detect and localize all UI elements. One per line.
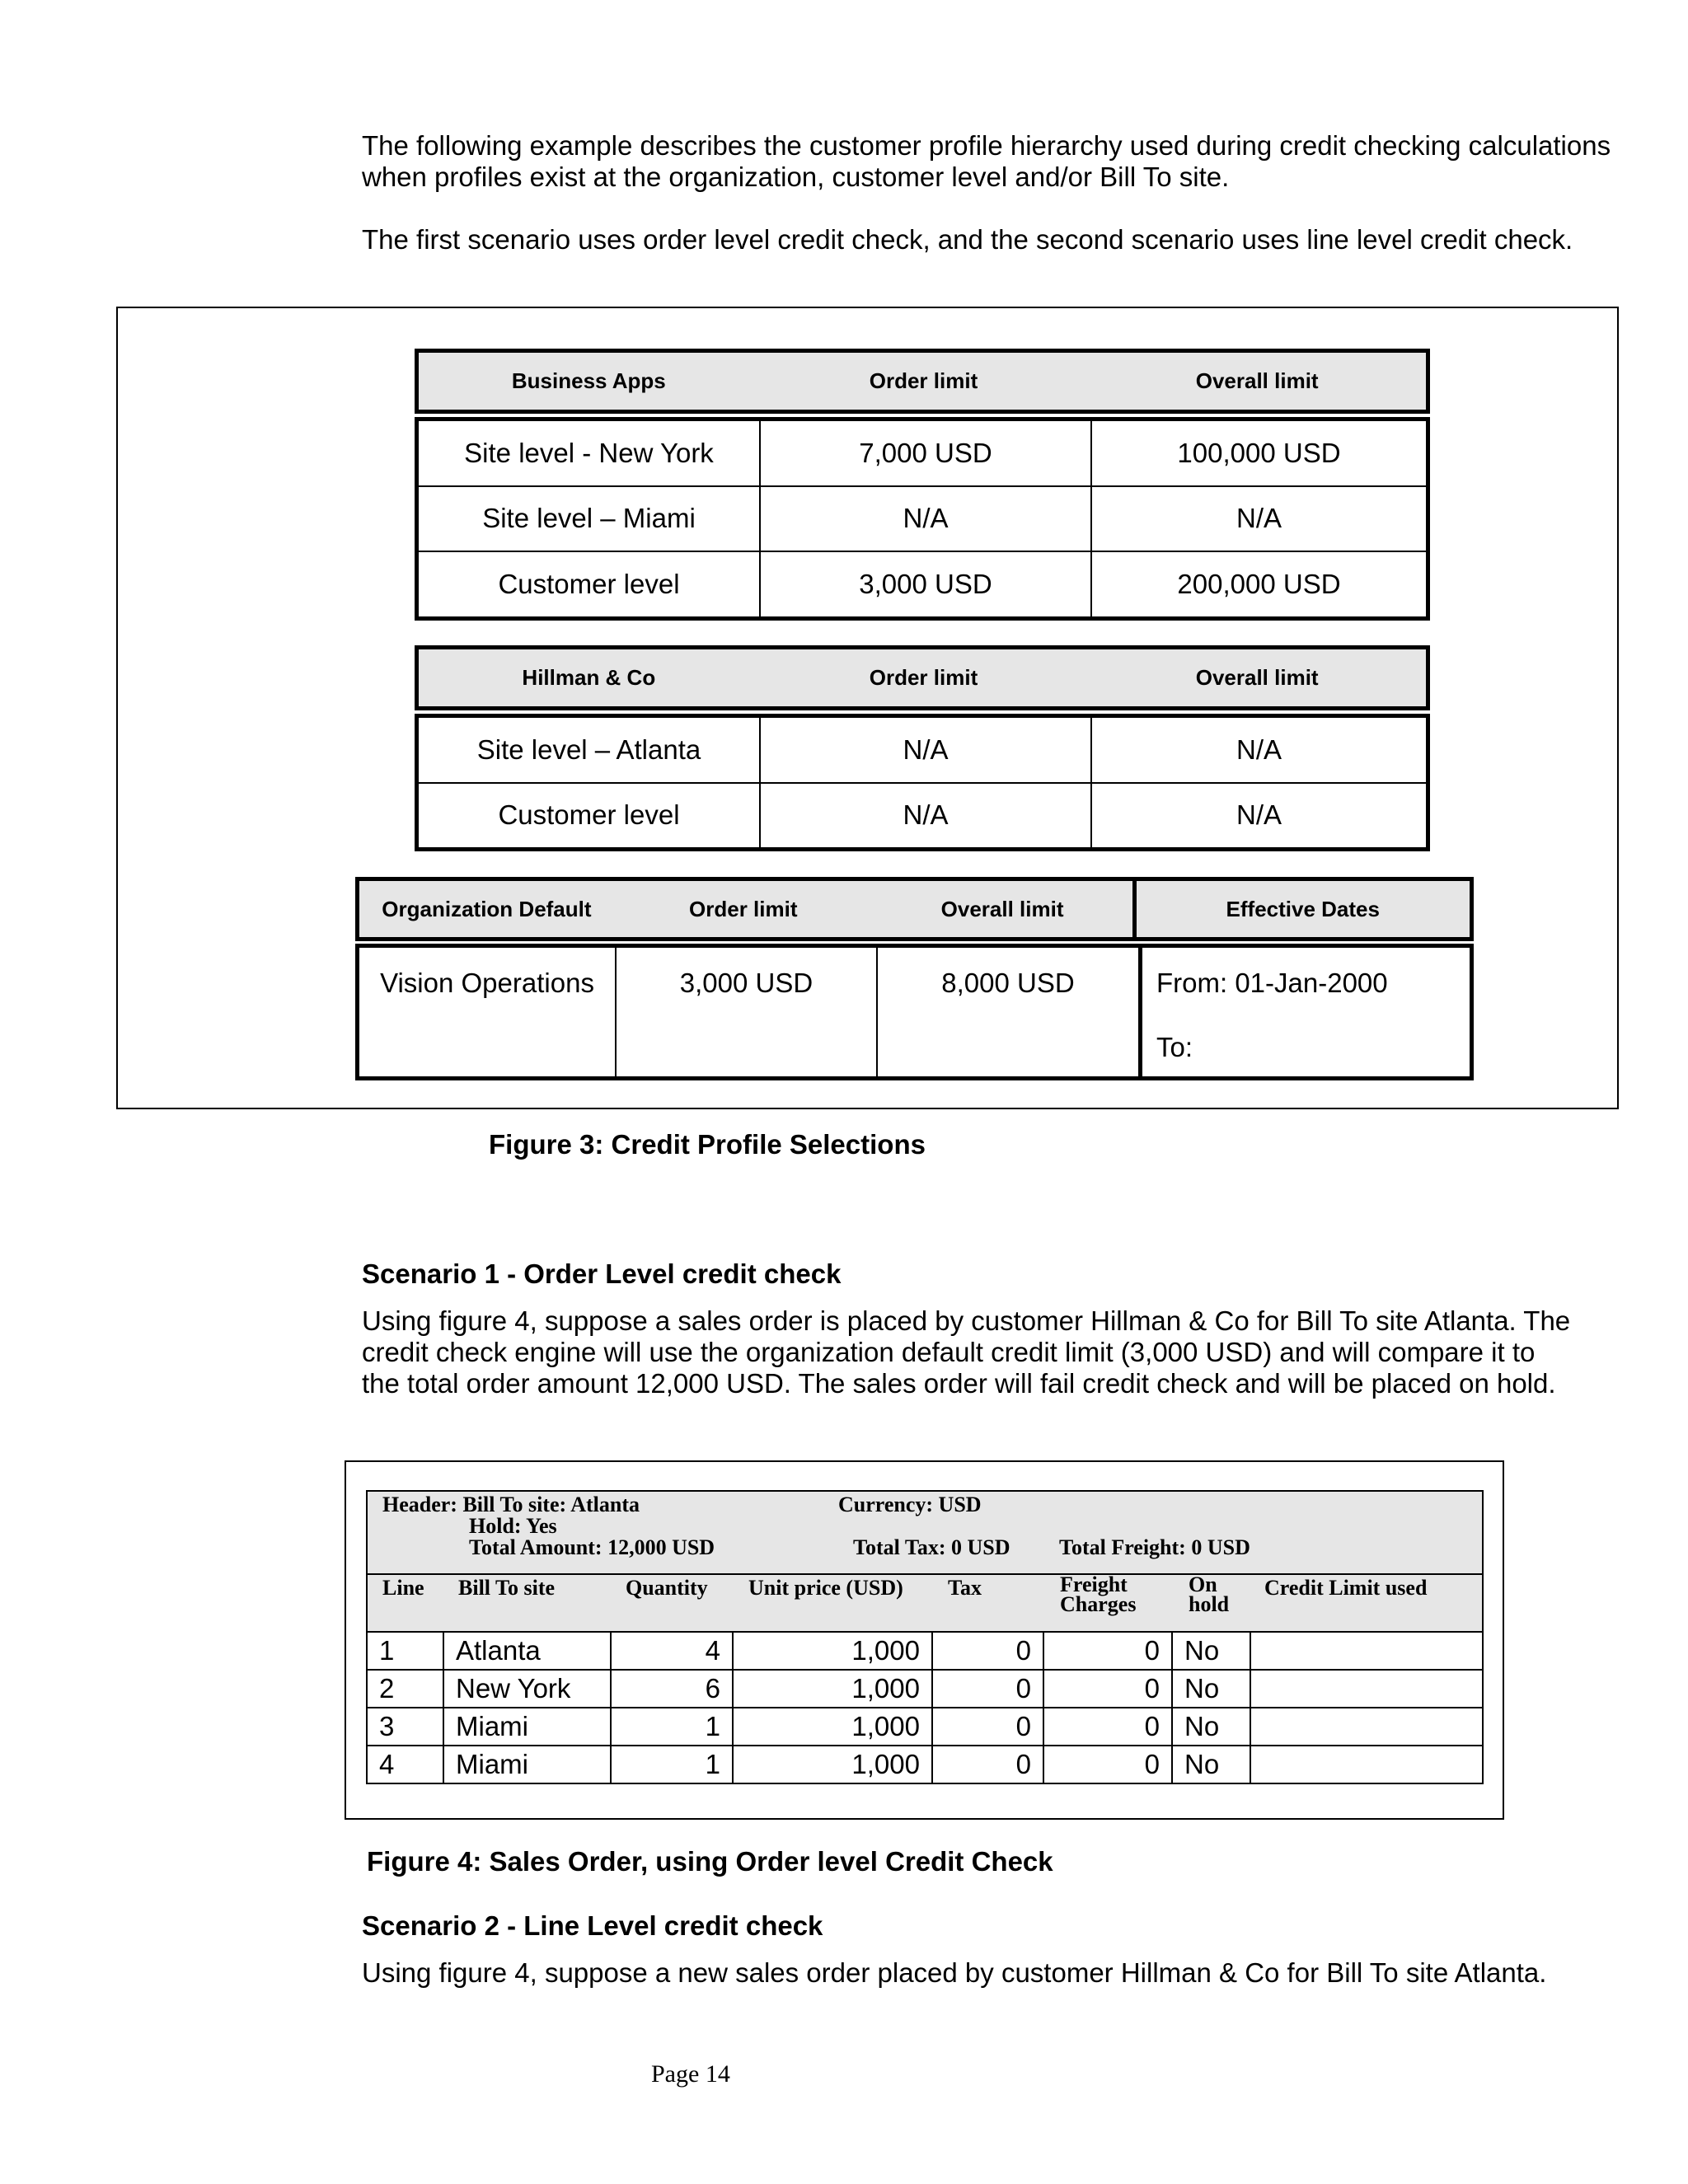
table-cell: 0 [1043,1670,1172,1708]
table-cell: 0 [1043,1708,1172,1746]
table-cell: 200,000 USD [1091,551,1428,619]
table-cell: No [1172,1670,1250,1708]
hillman-header [415,645,1430,710]
col-bill-to-site: Bill To site [458,1576,556,1600]
col-freight-charges: Freight Charges [1060,1572,1137,1616]
effective-to: To: [1156,1032,1193,1062]
col-line: Line [382,1576,424,1600]
table-cell: 4 [611,1632,733,1670]
table-cell: Miami [443,1708,611,1746]
intro-paragraph-2: The first scenario uses order level credit check, and the second scenario uses line level credit check. [362,224,1573,255]
table-cell [1250,1746,1483,1783]
figure4-caption: Figure 4: Sales Order, using Order level Credit Check [367,1846,1053,1877]
header-order-limit: Order limit [689,896,798,921]
table-cell: 7,000 USD [760,419,1091,487]
table-cell: Vision Operations [358,946,617,1079]
table-cell: 1,000 [733,1708,932,1746]
table-cell [1250,1632,1483,1670]
business-apps-table [415,417,1430,621]
table-row [367,1708,1483,1746]
table-cell: 3,000 USD [760,551,1091,619]
table-cell: 100,000 USD [1091,419,1428,487]
sales-order-header [366,1490,1484,1575]
table-cell: No [1172,1746,1250,1783]
header-overall-limit: Overall limit [873,881,1137,937]
header-hold: Hold: Yes [469,1514,557,1538]
header-order-limit: Order limit [869,368,978,393]
table-cell: 1,000 [733,1670,932,1708]
table-cell: 1,000 [733,1746,932,1783]
col-on-hold: On hold [1189,1572,1230,1616]
table-cell: 0 [932,1746,1043,1783]
table-row [367,1670,1483,1708]
table-row [358,946,1472,1079]
effective-from: From: 01-Jan-2000 [1156,968,1388,998]
scenario1-text: Using figure 4, suppose a sales order is placed by customer Hillman & Co for Bill To site Atlanta. The credit check engine will use the organization default credit limit (3,000 USD) and will compare it to the total order amount 12,000 USD. The sales order will fail credit check and will be placed on hold. [362,1305,1571,1399]
figure3-caption: Figure 3: Credit Profile Selections [489,1129,926,1160]
table-cell: 3,000 USD [616,946,877,1079]
table-row [367,1746,1483,1783]
business-apps-header [415,349,1430,414]
header-overall-limit: Overall limit [1195,368,1319,393]
header-currency: Currency: USD [838,1493,982,1516]
sales-order-columns [366,1573,1484,1633]
table-row [417,716,1428,783]
table-cell: N/A [760,783,1091,850]
table-cell [1250,1670,1483,1708]
table-cell: 0 [1043,1746,1172,1783]
sales-order-lines [366,1631,1484,1784]
scenario1-heading: Scenario 1 - Order Level credit check [362,1258,842,1289]
header-total-amount: Total Amount: 12,000 USD [469,1535,715,1559]
table-cell: Customer level [417,783,761,850]
table-cell: 0 [932,1632,1043,1670]
table-cell: 1,000 [733,1632,932,1670]
table-cell: New York [443,1670,611,1708]
col-tax: Tax [948,1576,982,1600]
table-cell: 3 [367,1708,443,1746]
col-quantity: Quantity [626,1576,708,1600]
table-cell: 0 [1043,1632,1172,1670]
table-cell: N/A [1091,716,1428,783]
table-cell [1250,1708,1483,1746]
table-cell: N/A [1091,783,1428,850]
page-number: Page 14 [651,2060,730,2088]
table-cell: 0 [932,1708,1043,1746]
header-business-apps: Business Apps [511,368,666,393]
table-cell: Site level - New York [417,419,761,487]
intro-paragraph-1: The following example describes the customer profile hierarchy used during credit checking calculations when profiles exist at the organization, customer level and/or Bill To site. [362,130,1611,192]
org-default-table [355,944,1474,1080]
table-row [417,486,1428,551]
table-cell: 6 [611,1670,733,1708]
table-cell: No [1172,1632,1250,1670]
table-cell: N/A [1091,486,1428,551]
table-cell: 1 [611,1746,733,1783]
header-effective-dates: Effective Dates [1226,896,1380,921]
table-cell: N/A [760,486,1091,551]
table-row [367,1632,1483,1670]
scenario2-text: Using figure 4, suppose a new sales order placed by customer Hillman & Co for Bill To site Atlanta. [362,1957,1547,1988]
table-cell: 0 [932,1670,1043,1708]
col-credit-limit-used: Credit Limit used [1264,1576,1428,1600]
scenario2-heading: Scenario 2 - Line Level credit check [362,1910,823,1941]
table-cell: 4 [367,1746,443,1783]
header-total-tax: Total Tax: 0 USD [853,1535,1010,1559]
table-row [417,551,1428,619]
table-cell: Site level – Miami [417,486,761,551]
table-row [417,783,1428,850]
table-cell: Miami [443,1746,611,1783]
hillman-table [415,714,1430,851]
table-cell: 8,000 USD [877,946,1141,1079]
header-order-limit: Order limit [869,665,978,690]
header-hillman: Hillman & Co [522,665,656,690]
table-cell: Customer level [417,551,761,619]
table-cell: 2 [367,1670,443,1708]
header-bill-to: Header: Bill To site: Atlanta [382,1493,640,1516]
table-cell: N/A [760,716,1091,783]
header-overall-limit: Overall limit [1195,665,1319,690]
header-total-freight: Total Freight: 0 USD [1059,1535,1250,1559]
table-cell: Atlanta [443,1632,611,1670]
col-unit-price: Unit price (USD) [748,1576,903,1600]
org-default-header [355,877,1474,941]
table-row [417,419,1428,487]
header-organization-default: Organization Default [382,896,592,921]
table-cell: 1 [611,1708,733,1746]
effective-dates-cell [1141,946,1472,1079]
table-cell: No [1172,1708,1250,1746]
table-cell: 1 [367,1632,443,1670]
table-cell: Site level – Atlanta [417,716,761,783]
